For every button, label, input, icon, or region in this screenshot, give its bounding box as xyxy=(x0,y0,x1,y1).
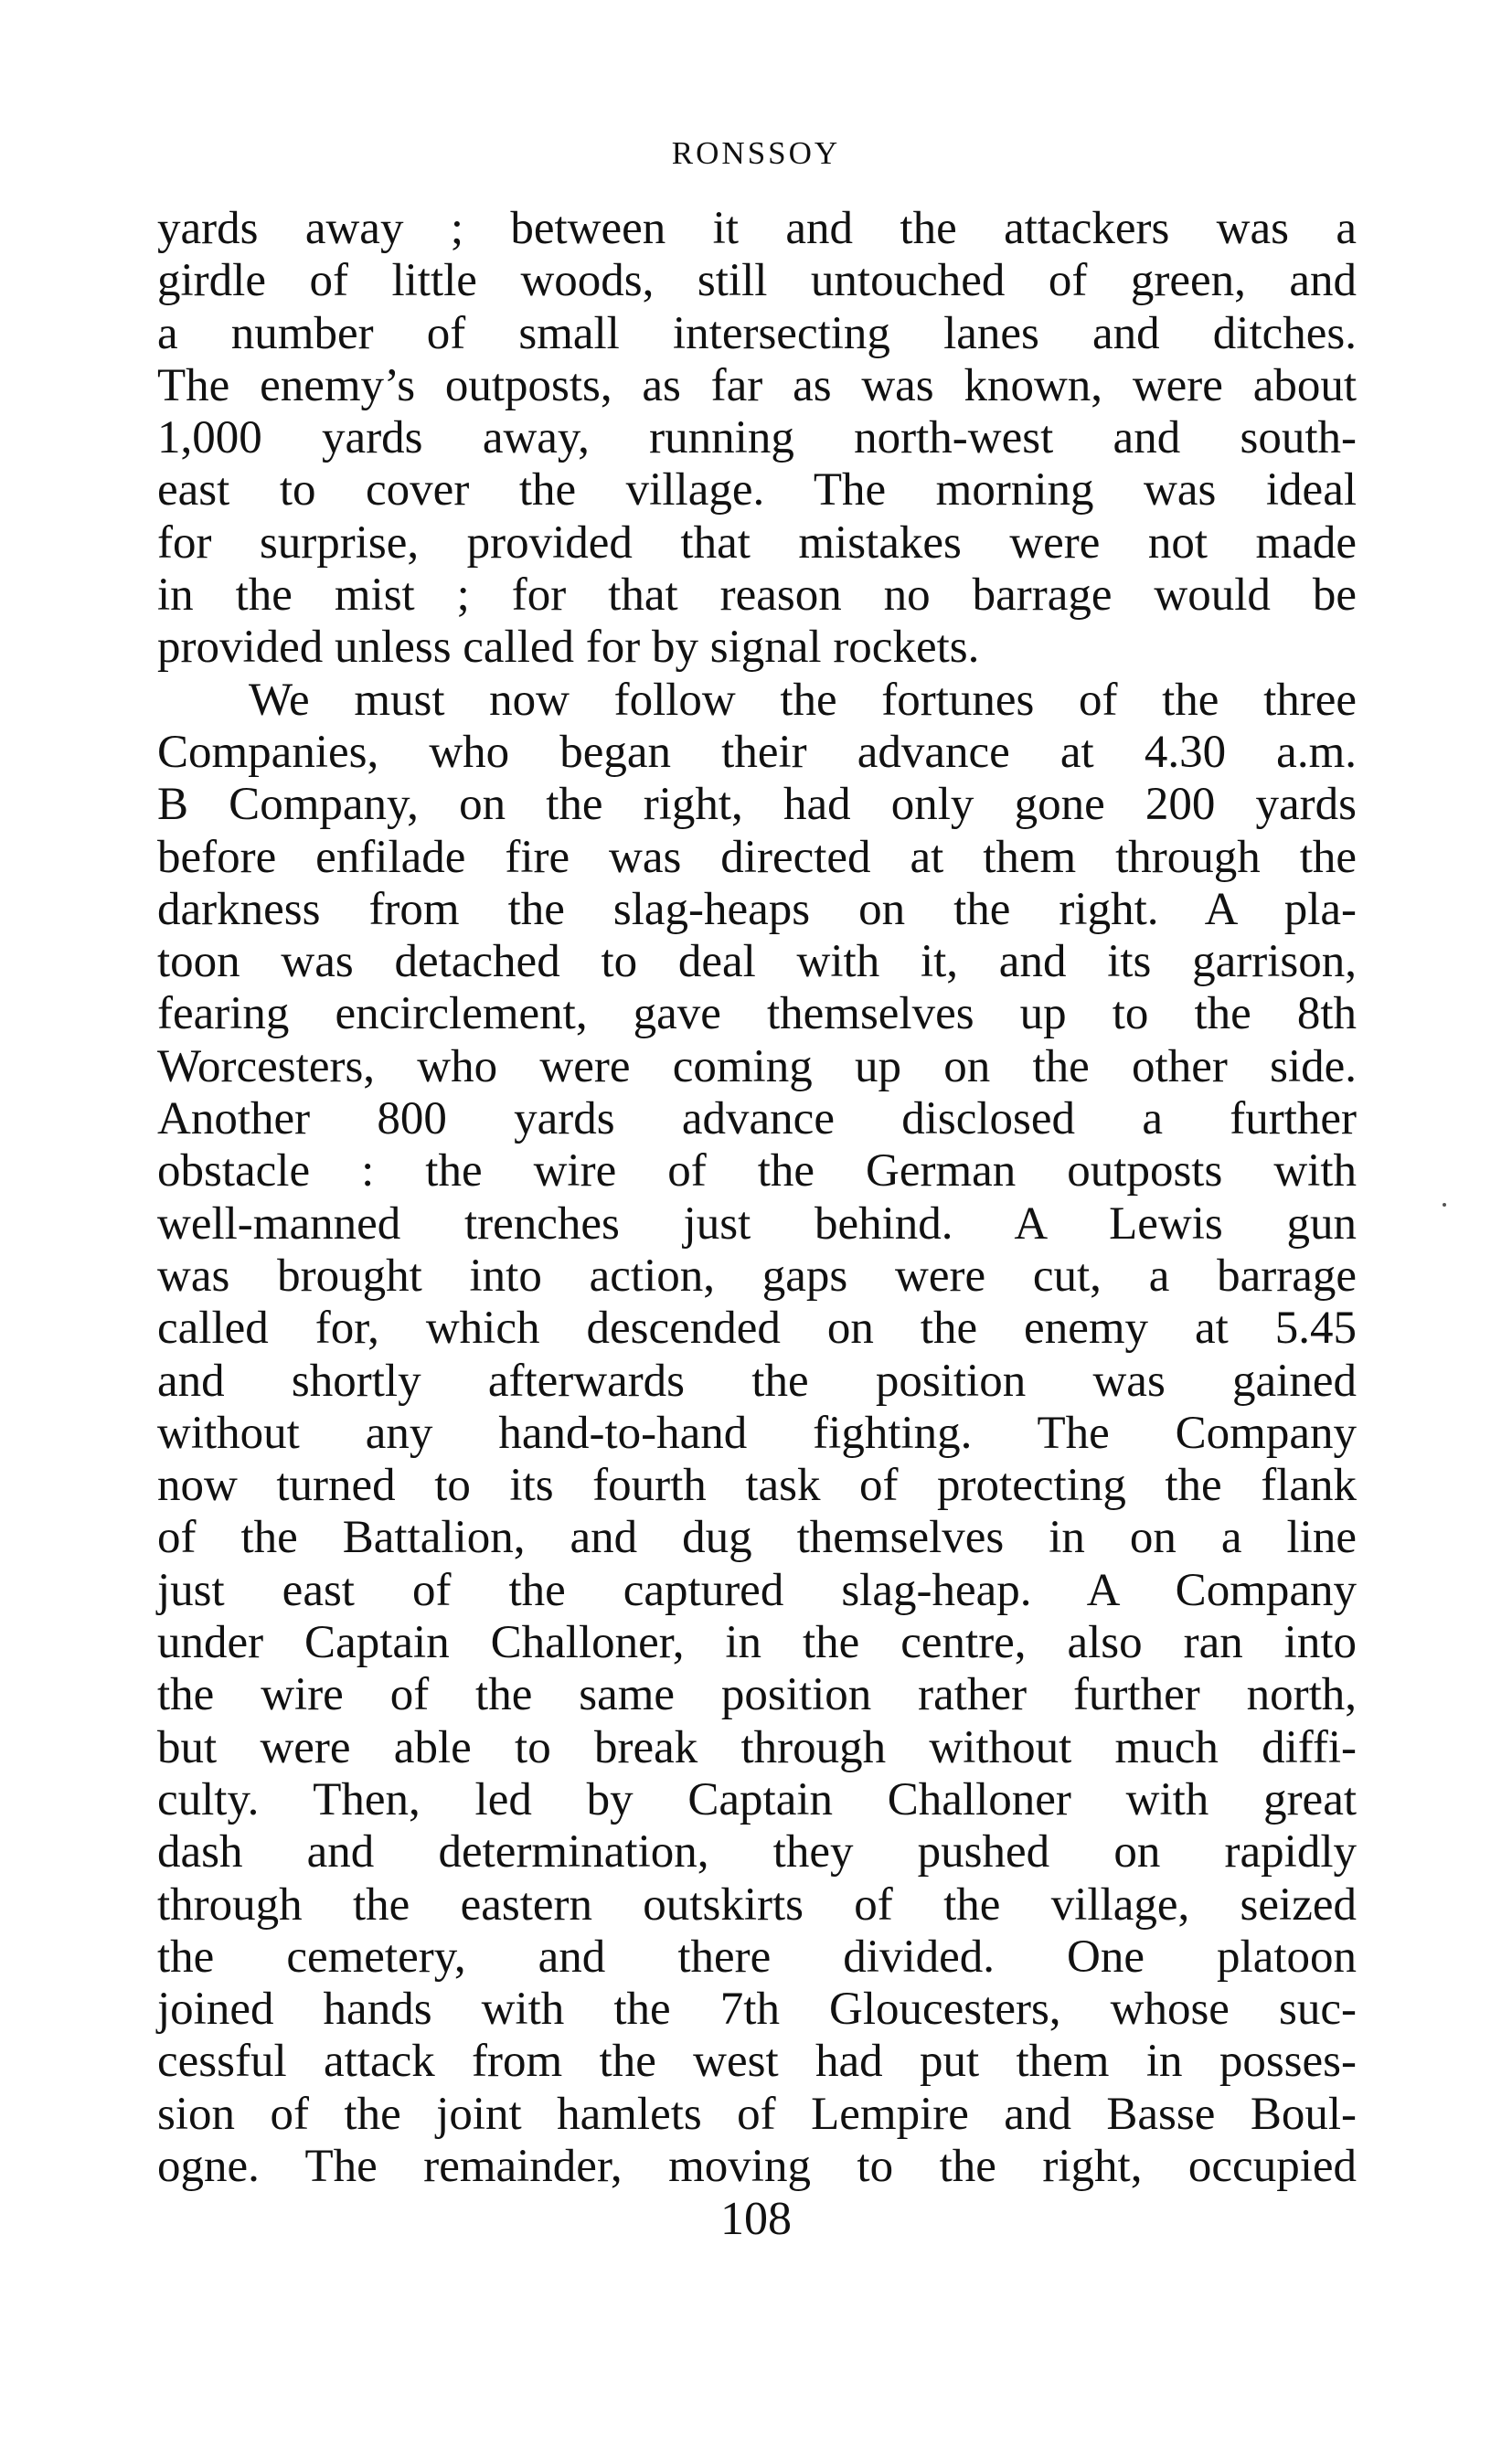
text-line: a number of small intersecting lanes and ditches. xyxy=(157,307,1357,359)
text-line: culty. Then, led by Captain Challoner with great xyxy=(157,1773,1357,1825)
page-number: 108 xyxy=(720,2193,792,2245)
text-line: Another 800 yards advance disclosed a further xyxy=(157,1093,1357,1145)
text-line: east to cover the village. The morning was ideal xyxy=(157,464,1357,516)
text-line: B Company, on the right, had only gone 200 yards xyxy=(157,779,1357,831)
text-line: called for, which descended on the enemy at 5.45 xyxy=(157,1303,1357,1355)
text-line: darkness from the slag-heaps on the right. A pla- xyxy=(157,883,1357,935)
text-line: The enemy’s outposts, as far as was known, were about xyxy=(157,359,1357,411)
text-line: for surprise, provided that mistakes were not made xyxy=(157,516,1357,569)
text-line: the wire of the same position rather further north, xyxy=(157,1669,1357,1721)
text-line: Companies, who began their advance at 4.30 a.m. xyxy=(157,726,1357,778)
text-line: in the mist ; for that reason no barrage would be xyxy=(157,569,1357,622)
text-line: under Captain Challoner, in the centre, also ran into xyxy=(157,1617,1357,1669)
text-line: of the Battalion, and dug themselves in on a line xyxy=(157,1512,1357,1564)
paragraph xyxy=(157,203,1357,675)
text-line: girdle of little woods, still untouched of green, and xyxy=(157,255,1357,307)
text-line: yards away ; between it and the attackers was a xyxy=(157,203,1357,254)
text-line: cessful attack from the west had put them in posses- xyxy=(157,2036,1357,2088)
running-head: RONSSOY xyxy=(671,135,841,171)
text-line: through the eastern outskirts of the village, seized xyxy=(157,1878,1357,1931)
text-line: sion of the joint hamlets of Lempire and Basse Boul- xyxy=(157,2088,1357,2140)
text-line: obstacle : the wire of the German outposts with xyxy=(157,1145,1357,1197)
text-line: well-manned trenches just behind. A Lewis gun xyxy=(157,1197,1357,1250)
text-line: Worcesters, who were coming up on the other side. xyxy=(157,1040,1357,1092)
text-line: toon was detached to deal with it, and its garrison, xyxy=(157,936,1357,988)
text-line: provided unless called for by signal rockets. xyxy=(157,622,980,674)
text-line: but were able to break through without much diffi- xyxy=(157,1721,1357,1773)
text-line: now turned to its fourth task of protecting the flank xyxy=(157,1460,1357,1512)
text-line: We must now follow the fortunes of the three xyxy=(249,674,1357,726)
text-line: ogne. The remainder, moving to the right, occupied xyxy=(157,2140,1357,2192)
text-line: was brought into action, gaps were cut, a barrage xyxy=(157,1250,1357,1302)
text-line: dash and determination, they pushed on rapidly xyxy=(157,1826,1357,1878)
paragraph xyxy=(157,675,1357,2194)
text-line: and shortly afterwards the position was gained xyxy=(157,1355,1357,1407)
text-line: before enfilade fire was directed at them through the xyxy=(157,831,1357,883)
text-line: 1,000 yards away, running north-west and south- xyxy=(157,412,1357,464)
text-line: fearing encirclement, gave themselves up to the 8th xyxy=(157,988,1357,1040)
ink-speck xyxy=(1443,1203,1446,1207)
text-line: the cemetery, and there divided. One platoon xyxy=(157,1931,1357,1983)
text-line: without any hand-to-hand fighting. The Company xyxy=(157,1407,1357,1459)
text-line: joined hands with the 7th Gloucesters, whose suc- xyxy=(157,1984,1357,2036)
body-text xyxy=(157,203,1357,2193)
text-line: just east of the captured slag-heap. A Company xyxy=(157,1564,1357,1616)
